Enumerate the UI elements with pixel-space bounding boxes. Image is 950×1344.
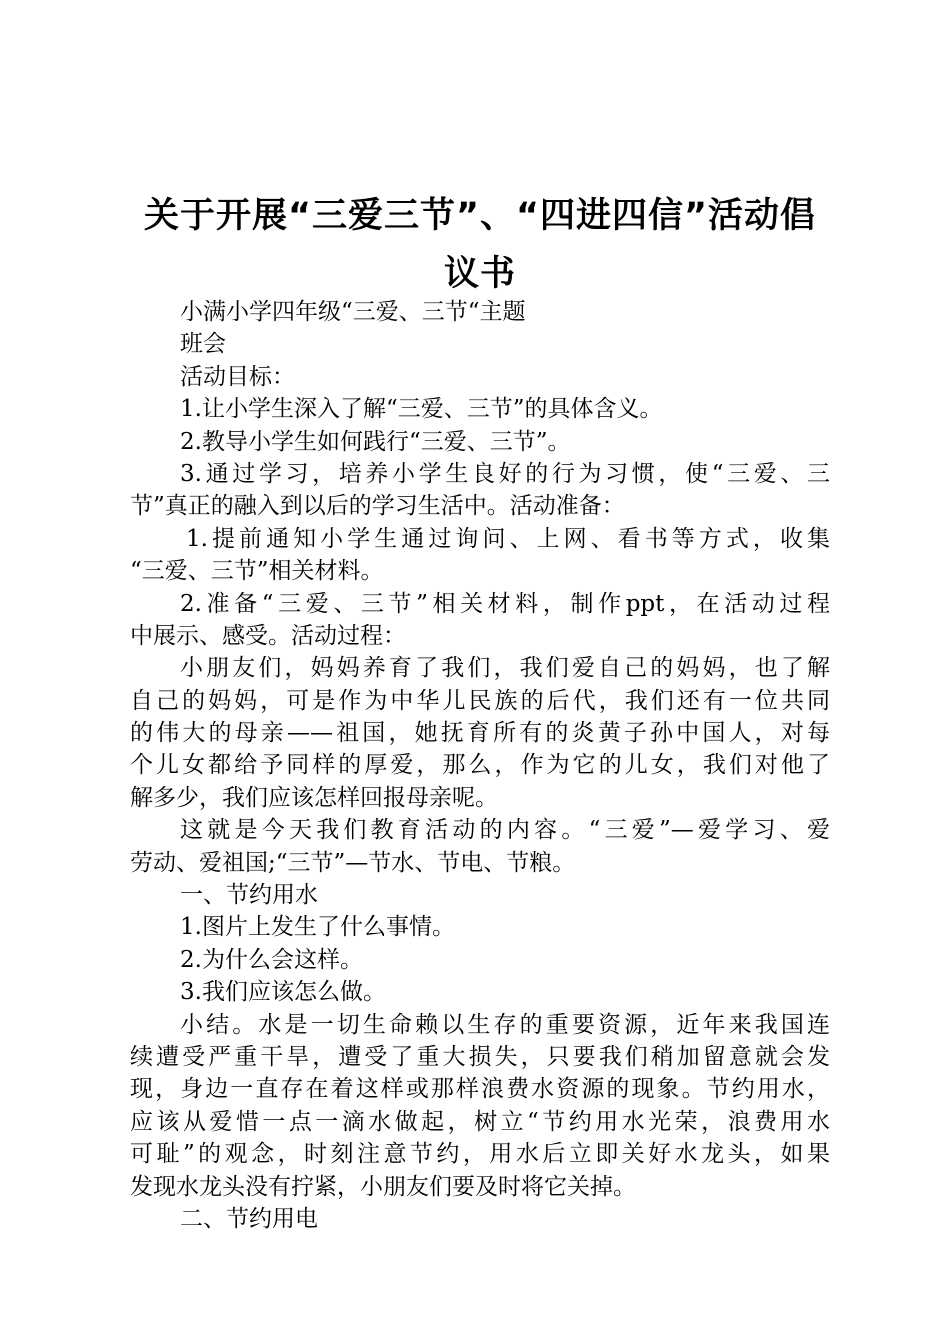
section-heading: 一、节约用水 bbox=[180, 882, 318, 909]
paragraph-line: 发现水龙头没有拧紧，小朋友们要及时将它关掉。 bbox=[130, 1173, 636, 1200]
paragraph-line: 应该从爱惜一点一滴水做起，树立“节约用水光荣，浪费用水 bbox=[130, 1108, 830, 1135]
section-heading: 活动目标： bbox=[180, 363, 295, 390]
list-item: 2.教导小学生如何践行“三爱、三节”。 bbox=[180, 428, 571, 455]
paragraph-line: 这就是今天我们教育活动的内容。“三爱”—爱学习、爱 bbox=[180, 817, 830, 844]
paragraph-line: 小结。水是一切生命赖以生存的重要资源，近年来我国连 bbox=[180, 1011, 830, 1038]
section-heading: 二、节约用电 bbox=[180, 1205, 318, 1232]
paragraph-line: “三爱、三节”相关材料。 bbox=[130, 558, 384, 585]
subtitle-line: 小满小学四年级“三爱、三节“主题 bbox=[180, 299, 526, 325]
list-item: 3.通过学习，培养小学生良好的行为习惯，使“三爱、三 bbox=[180, 460, 830, 487]
document-body bbox=[130, 296, 830, 1235]
list-item: 3.我们应该怎么做。 bbox=[180, 979, 386, 1006]
list-item: 2.为什么会这样。 bbox=[180, 946, 363, 973]
paragraph-line: 劳动、爱祖国;“三节”—节水、节电、节粮。 bbox=[130, 849, 576, 876]
document-title-line-2: 议书 bbox=[443, 254, 516, 294]
list-item: 1.提前通知小学生通过询问、上网、看书等方式，收集 bbox=[186, 525, 830, 552]
paragraph-line: 解多少，我们应该怎样回报母亲呢。 bbox=[130, 784, 498, 811]
paragraph-line: 中展示、感受。活动过程： bbox=[130, 622, 406, 649]
paragraph-line: 节”真正的融入到以后的学习生活中。活动准备： bbox=[130, 493, 625, 520]
list-item: 2.准备“三爱、三节”相关材料，制作ppt，在活动过程 bbox=[180, 590, 830, 617]
list-item: 1.让小学生深入了解“三爱、三节”的具体含义。 bbox=[180, 396, 663, 423]
paragraph-line: 小朋友们，妈妈养育了我们，我们爱自己的妈妈，也了解 bbox=[180, 655, 830, 682]
paragraph-line: 自己的妈妈，可是作为中华儿民族的后代，我们还有一位共同 bbox=[130, 687, 830, 714]
paragraph-line: 续遭受严重干旱，遭受了重大损失，只要我们稍加留意就会发 bbox=[130, 1043, 830, 1070]
paragraph-line: 个儿女都给予同样的厚爱，那么，作为它的儿女，我们对他了 bbox=[130, 752, 830, 779]
subtitle-line: 班会 bbox=[180, 331, 226, 358]
paragraph-line: 可耻”的观念，时刻注意节约，用水后立即关好水龙头，如果 bbox=[130, 1141, 830, 1168]
document-title-line-1: 关于开展“三爱三节”、“四进四信”活动倡 bbox=[143, 196, 816, 236]
list-item: 1.图片上发生了什么事情。 bbox=[180, 914, 455, 941]
paragraph-line: 的伟大的母亲——祖国，她抚育所有的炎黄子孙中国人，对每 bbox=[130, 720, 830, 747]
paragraph-line: 现，身边一直存在着这样或那样浪费水资源的现象。节约用水， bbox=[130, 1076, 830, 1103]
